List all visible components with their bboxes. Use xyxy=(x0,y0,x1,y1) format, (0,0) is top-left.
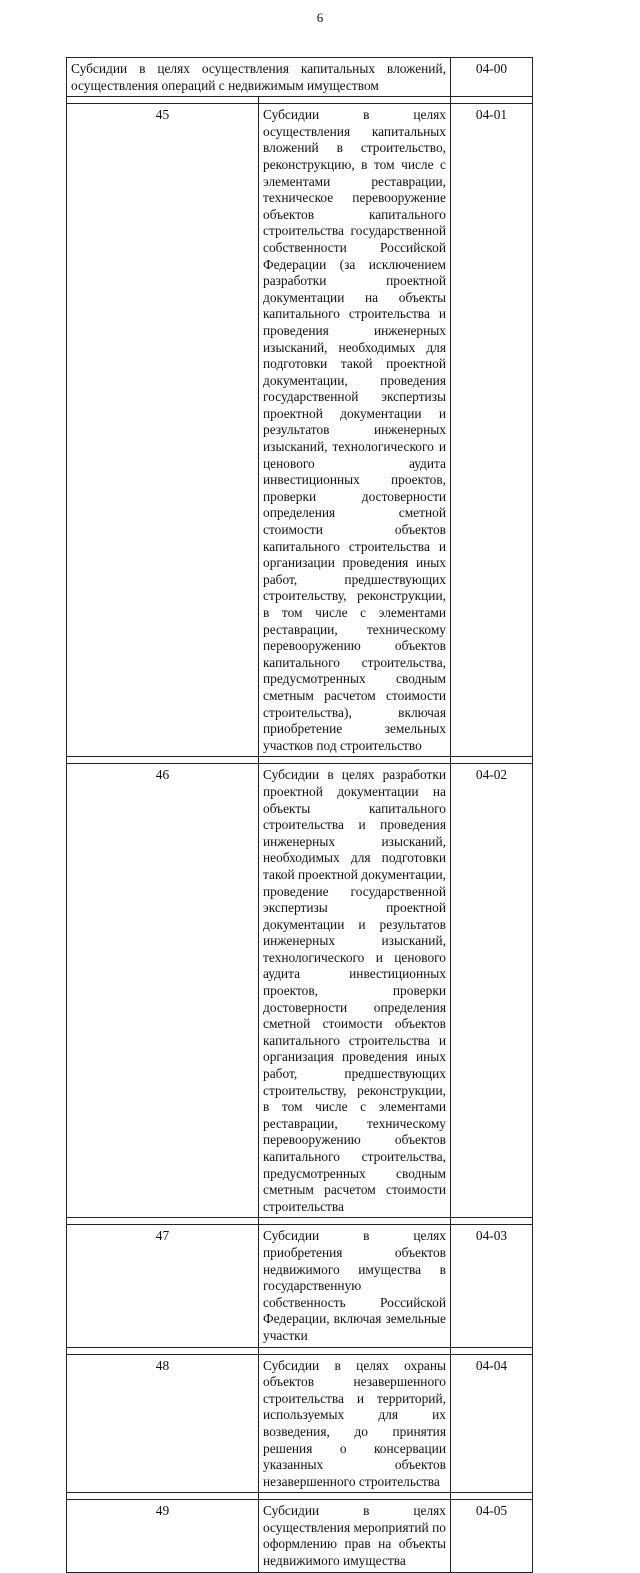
row-code: 04-03 xyxy=(451,1225,533,1347)
row-number: 46 xyxy=(67,764,259,1218)
row-number: 45 xyxy=(67,104,259,757)
page-number: 6 xyxy=(316,10,324,25)
row-description: Субсидии в целях осуществления мероприятий по оформлению прав на объекты недвижимого имущества xyxy=(259,1500,451,1572)
section-code-cell: 04-00 xyxy=(451,58,533,97)
row-description: Субсидии в целях разработки проектной документации на объекты капитального строительства и проведения инженерных изысканий, необходимых для подготовки такой проектной документации, проведение государственной экспертизы проектной документации и результатов инженерных изысканий, технологического и ценового аудита инвестиционных проектов, проверки достоверности определения сметной стоимости объектов капитального строительства и организация проведения иных работ, предшествующих строительству, реконструкции, в том числе с элементами реставрации, техническому перевооружению объектов капитального строительства, предусмотренных сводным сметным расчетом стоимости строительства xyxy=(259,764,451,1218)
table-row xyxy=(67,104,533,757)
row-spacer xyxy=(67,1347,533,1354)
table-row xyxy=(67,1500,533,1572)
row-spacer xyxy=(67,757,533,764)
row-number: 47 xyxy=(67,1225,259,1347)
section-title-cell: Субсидии в целях осуществления капитальных вложений, осуществления операций с недвижимым имуществом xyxy=(67,58,451,97)
row-code: 04-05 xyxy=(451,1500,533,1572)
table-row xyxy=(67,1225,533,1347)
row-description: Субсидии в целях осуществления капитальных вложений в строительство, реконструкцию, в том числе с элементами реставрации, техническое перевооружение объектов капитального строительства государственной собственности Российской Федерации (за исключением разработки проектной документации на объекты капитального строительства и проведения инженерных изысканий, необходимых для подготовки такой проектной документации, проведения государственной экспертизы проектной документации и результатов инженерных изысканий, технологического и ценового аудита инвестиционных проектов, проверки достоверности определения сметной стоимости объектов капитального строительства и организации проведения иных работ, предшествующих строительству, реконструкции, в том числе с элементами реставрации, техническому перевооружению объектов капитального строительства, предусмотренных сводным сметным расчетом стоимости строительства), включая приобретение земельных участков под строительство xyxy=(259,104,451,757)
table-header-row xyxy=(67,58,533,97)
row-code: 04-04 xyxy=(451,1354,533,1493)
row-description: Субсидии в целях охраны объектов незавершенного строительства и территорий, используемых для их возведения, до принятия решения о консервации указанных объектов незавершенного строительства xyxy=(259,1354,451,1493)
row-spacer xyxy=(67,97,533,104)
classification-table xyxy=(66,57,533,1573)
row-spacer xyxy=(67,1218,533,1225)
table-row xyxy=(67,1354,533,1493)
table-row xyxy=(67,764,533,1218)
row-number: 48 xyxy=(67,1354,259,1493)
row-spacer xyxy=(67,1493,533,1500)
row-code: 04-01 xyxy=(451,104,533,757)
row-description: Субсидии в целях приобретения объектов недвижимого имущества в государственную собственность Российской Федерации, включая земельные участки xyxy=(259,1225,451,1347)
row-code: 04-02 xyxy=(451,764,533,1218)
row-number: 49 xyxy=(67,1500,259,1572)
